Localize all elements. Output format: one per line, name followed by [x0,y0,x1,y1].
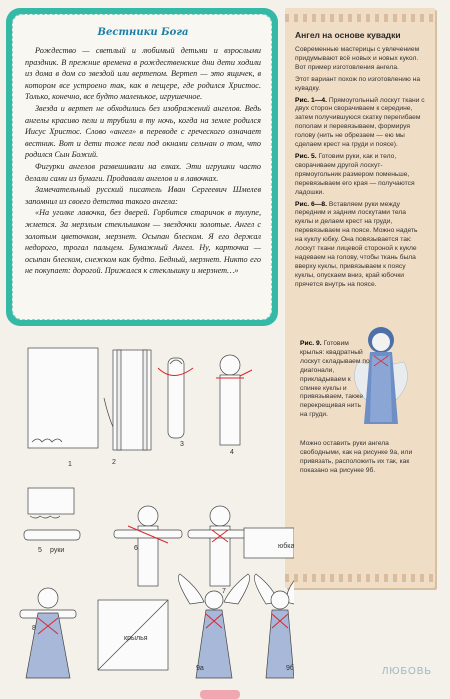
fig-label: 8 [32,625,36,632]
fig-label: крылья [124,635,148,642]
page-number-badge [200,690,240,699]
step-5: Рис. 5. Готовим руки, как и тело, сворачиваем другой лоскут-прямоугольник размером поменьше, перевязываем его края — получаются ладошки. [295,152,415,196]
story-frame [12,14,272,320]
fig-label: руки [50,547,65,554]
story-paragraph: Звезда и вертеп не обходились без изображений ангелов. Ведь ангелы красиво пели и трубили в ту ночь, когда на земле родился Иисус Христос. Слово «ангел» в переводе с греческого означает вестник. Вот и дети тоже пели под окнами сельчан о том, что родился Сын Божий. [25,103,261,160]
step-9-note: Можно оставить руки ангела свободными, как на рисунке 9а, или привязать, расположить их так, как показано на рисунке 9б. [300,440,413,474]
instructions-panel [285,8,435,588]
fig-label: 9а [196,665,204,672]
fig-label: 1 [68,461,72,468]
story-panel [6,8,278,326]
fig-label: 6 [134,545,138,552]
step-6-8: Рис. 6—8. Вставляем руки между передним и задним лоскутами тела куклы и делаем крест на груди, перевязываем на поясе. Можно надеть на куклу юбку. Она повязывается так: лоскут ткани лицевой стороной к кукле надеваем на голову, чтобы ткань была вверху куклы, привязываем к поясу куклы, опускаем вниз, край юбочки прячется внутрь на поясе. [295,200,418,288]
story-paragraph: Рождество — светлый и любимый детьми и взрослыми праздник. В прежние времена в рождественские дни дети ходили из дома в дом со звездой или вертепом. Вертеп — это ящичек, в котором все устроено так, как в пещере, где родился Христос. Только, конечно, все будто маленькое, игрушечное. [25,46,261,102]
fig-label: 7 [222,588,226,595]
instructions-intro: Современные мастерицы с увлечением придумывают всё новых и новых кукол. Вот пример изготовления ангела. [295,46,420,71]
watermark: ЛЮБОВЬ [381,666,432,677]
instructions-diagram [8,338,294,690]
fig-label: 3 [180,441,184,448]
fig-label: юбка [278,543,294,550]
instructions-title: Ангел на основе кувадки [295,30,401,40]
fig-label: 5 [38,547,42,554]
step-9: Рис. 9. Готовим крылья: квадратный лоскут складываем по диагонали, прикладываем к спинке куклы и привязываем, также перекрещивая нить на груди. [300,340,370,419]
story-paragraph: Фигурки ангелов развешивали на елках. Эти игрушки часто делали сами из бумаги. Продавали ангелов и в лавочках. [25,161,261,183]
fig-label: 9б [286,665,294,672]
fig-label: 2 [112,459,116,466]
instructions-note: Этот вариант похож по изготовлению на кувадку. [295,75,421,92]
stitch-decoration [285,14,435,22]
step-1-4: Рис. 1—4. Прямоугольный лоскут ткани с двух сторон сворачиваем к середине, затем получившуюся скатку перегибаем пополам и перевязываем, формируя голову (нить не обрезаем — ею мы сделаем крест на груди и поясе). [295,96,425,149]
fig-label: 4 [230,449,234,456]
story-quote: «На уголке лавочка, без дверей. Горбится старичок в тулупе, жмется. За мерзлым стеклышком — звездочки золотые. Ангел с золотым цветочком, мерзнет. Осыпан блеском. Я его держал недорого, трогал пальцем. Бумажный Ангел. Ну, карточка — осыпан блеском, снежком как будто. Бедный, мерзнет. Никто его не покупает: дорогой. Прижался к стеклышку и мерзнет…» [25,208,261,276]
story-title: Вестники Бога [97,27,189,38]
stitch-decoration [285,574,435,582]
instructions-body [295,46,425,290]
story-paragraph: Замечательный русский писатель Иван Сергеевич Шмелев запомнил из своего детства такого ангела: [25,185,261,206]
